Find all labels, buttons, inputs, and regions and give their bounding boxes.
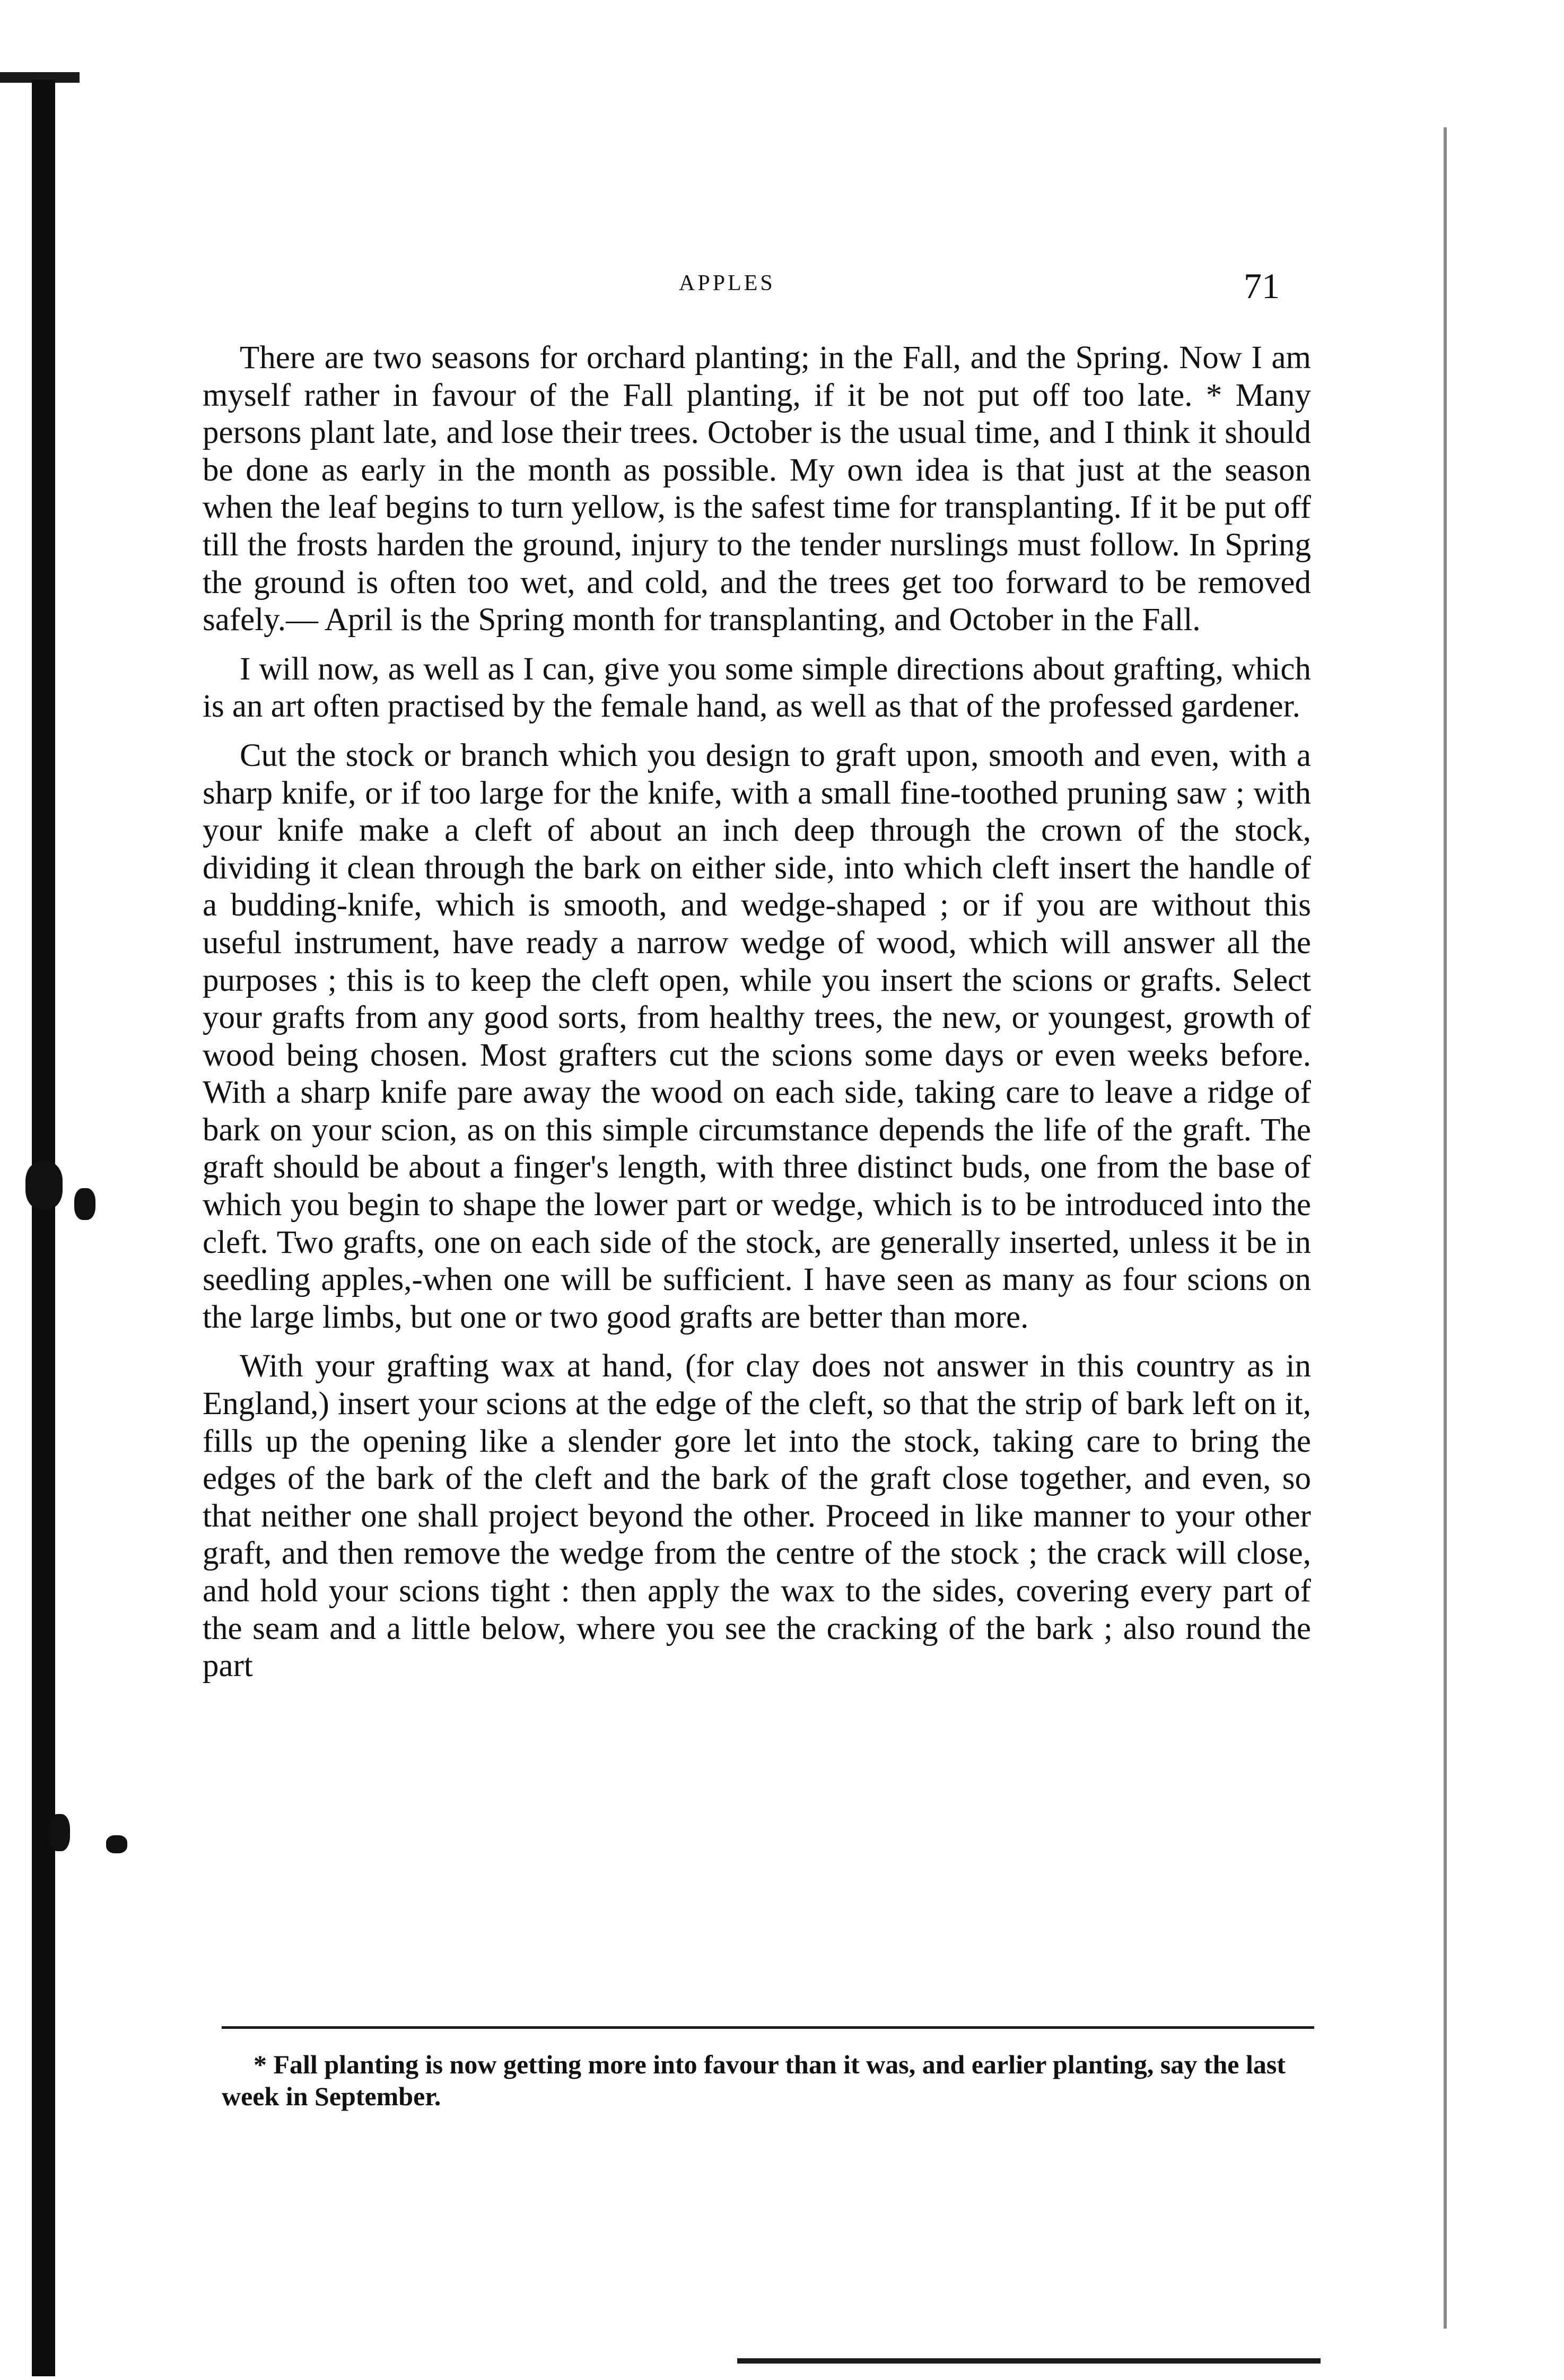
page-number: 71 [1244, 266, 1280, 306]
ink-blot [25, 1162, 63, 1209]
paragraph: Cut the stock or branch which you design to graft upon, smooth and even, with a sharp knife, or if too large for the knife, with a small fine-toothed pruning saw ; with your knife make a cleft of about an inch deep through the crown of the stock, dividing it clean through the bark on either side, into which cleft insert the handle of a budding-knife, which is smooth, and wedge-shaped ; or if you are without this useful instrument, have ready a narrow wedge of wood, which will answer all the purposes ; this is to keep the cleft open, while you insert the scions or grafts. Select your grafts from any good sorts, from healthy trees, the new, or youngest, growth of wood being chosen. Most grafters cut the scions some days or even weeks before. With a sharp knife pare away the wood on each side, taking care to leave a ridge of bark on your scion, as on this simple circumstance depends the life of the graft. The graft should be about a finger's length, with three distinct buds, one from the base of which you begin to shape the lower part or wedge, which is to be introduced into the cleft. Two grafts, one on each side of the stock, are generally inserted, unless it be in seedling apples,-when one will be sufficient. I have seen as many as four scions on the large limbs, but one or two good grafts are better than more. [203, 737, 1311, 1335]
ink-blot [49, 1814, 70, 1851]
binding-edge [32, 80, 55, 2376]
paragraph: With your grafting wax at hand, (for clay does not answer in this country as in England,) insert your scions at the edge of the cleft, so that the strip of bark left on it, fills up the opening like a slender gore let into the stock, taking care to bring the edges of the bark of the cleft and the bark of the graft close together, and even, so that neither one shall project beyond the other. Proceed in like manner to your other graft, and then remove the wedge from the centre of the stock ; the crack will close, and hold your scions tight : then apply the wax to the sides, covering every part of the seam and a little below, where you see the cracking of the bark ; also round the part [203, 1348, 1311, 1684]
body-text [203, 339, 1311, 1697]
footnote-rule [222, 2026, 1314, 2029]
bottom-edge-mark [737, 2358, 1321, 2364]
paragraph: I will now, as well as I can, give you some simple directions about grafting, which is an art often practised by the female hand, as well as that of the professed gardener. [203, 651, 1311, 725]
paragraph: There are two seasons for orchard planting; in the Fall, and the Spring. Now I am myself rather in favour of the Fall planting, if it be not put off too late. * Many persons plant late, and lose their trees. October is the usual time, and I think it should be done as early in the month as possible. My own idea is that just at the season when the leaf begins to turn yellow, is the safest time for transplanting. If it be put off till the frosts harden the ground, injury to the tender nurslings must follow. In Spring the ground is often too wet, and cold, and the trees get too forward to be removed safely.— April is the Spring month for transplanting, and October in the Fall. [203, 340, 1311, 638]
ink-blot [106, 1835, 127, 1853]
running-head: APPLES [679, 271, 775, 295]
right-page-edge [1444, 127, 1447, 2329]
ink-blot [74, 1188, 95, 1220]
footnote: * Fall planting is now getting more into favour than it was, and earlier planting, say the last week in September. [222, 2050, 1286, 2111]
